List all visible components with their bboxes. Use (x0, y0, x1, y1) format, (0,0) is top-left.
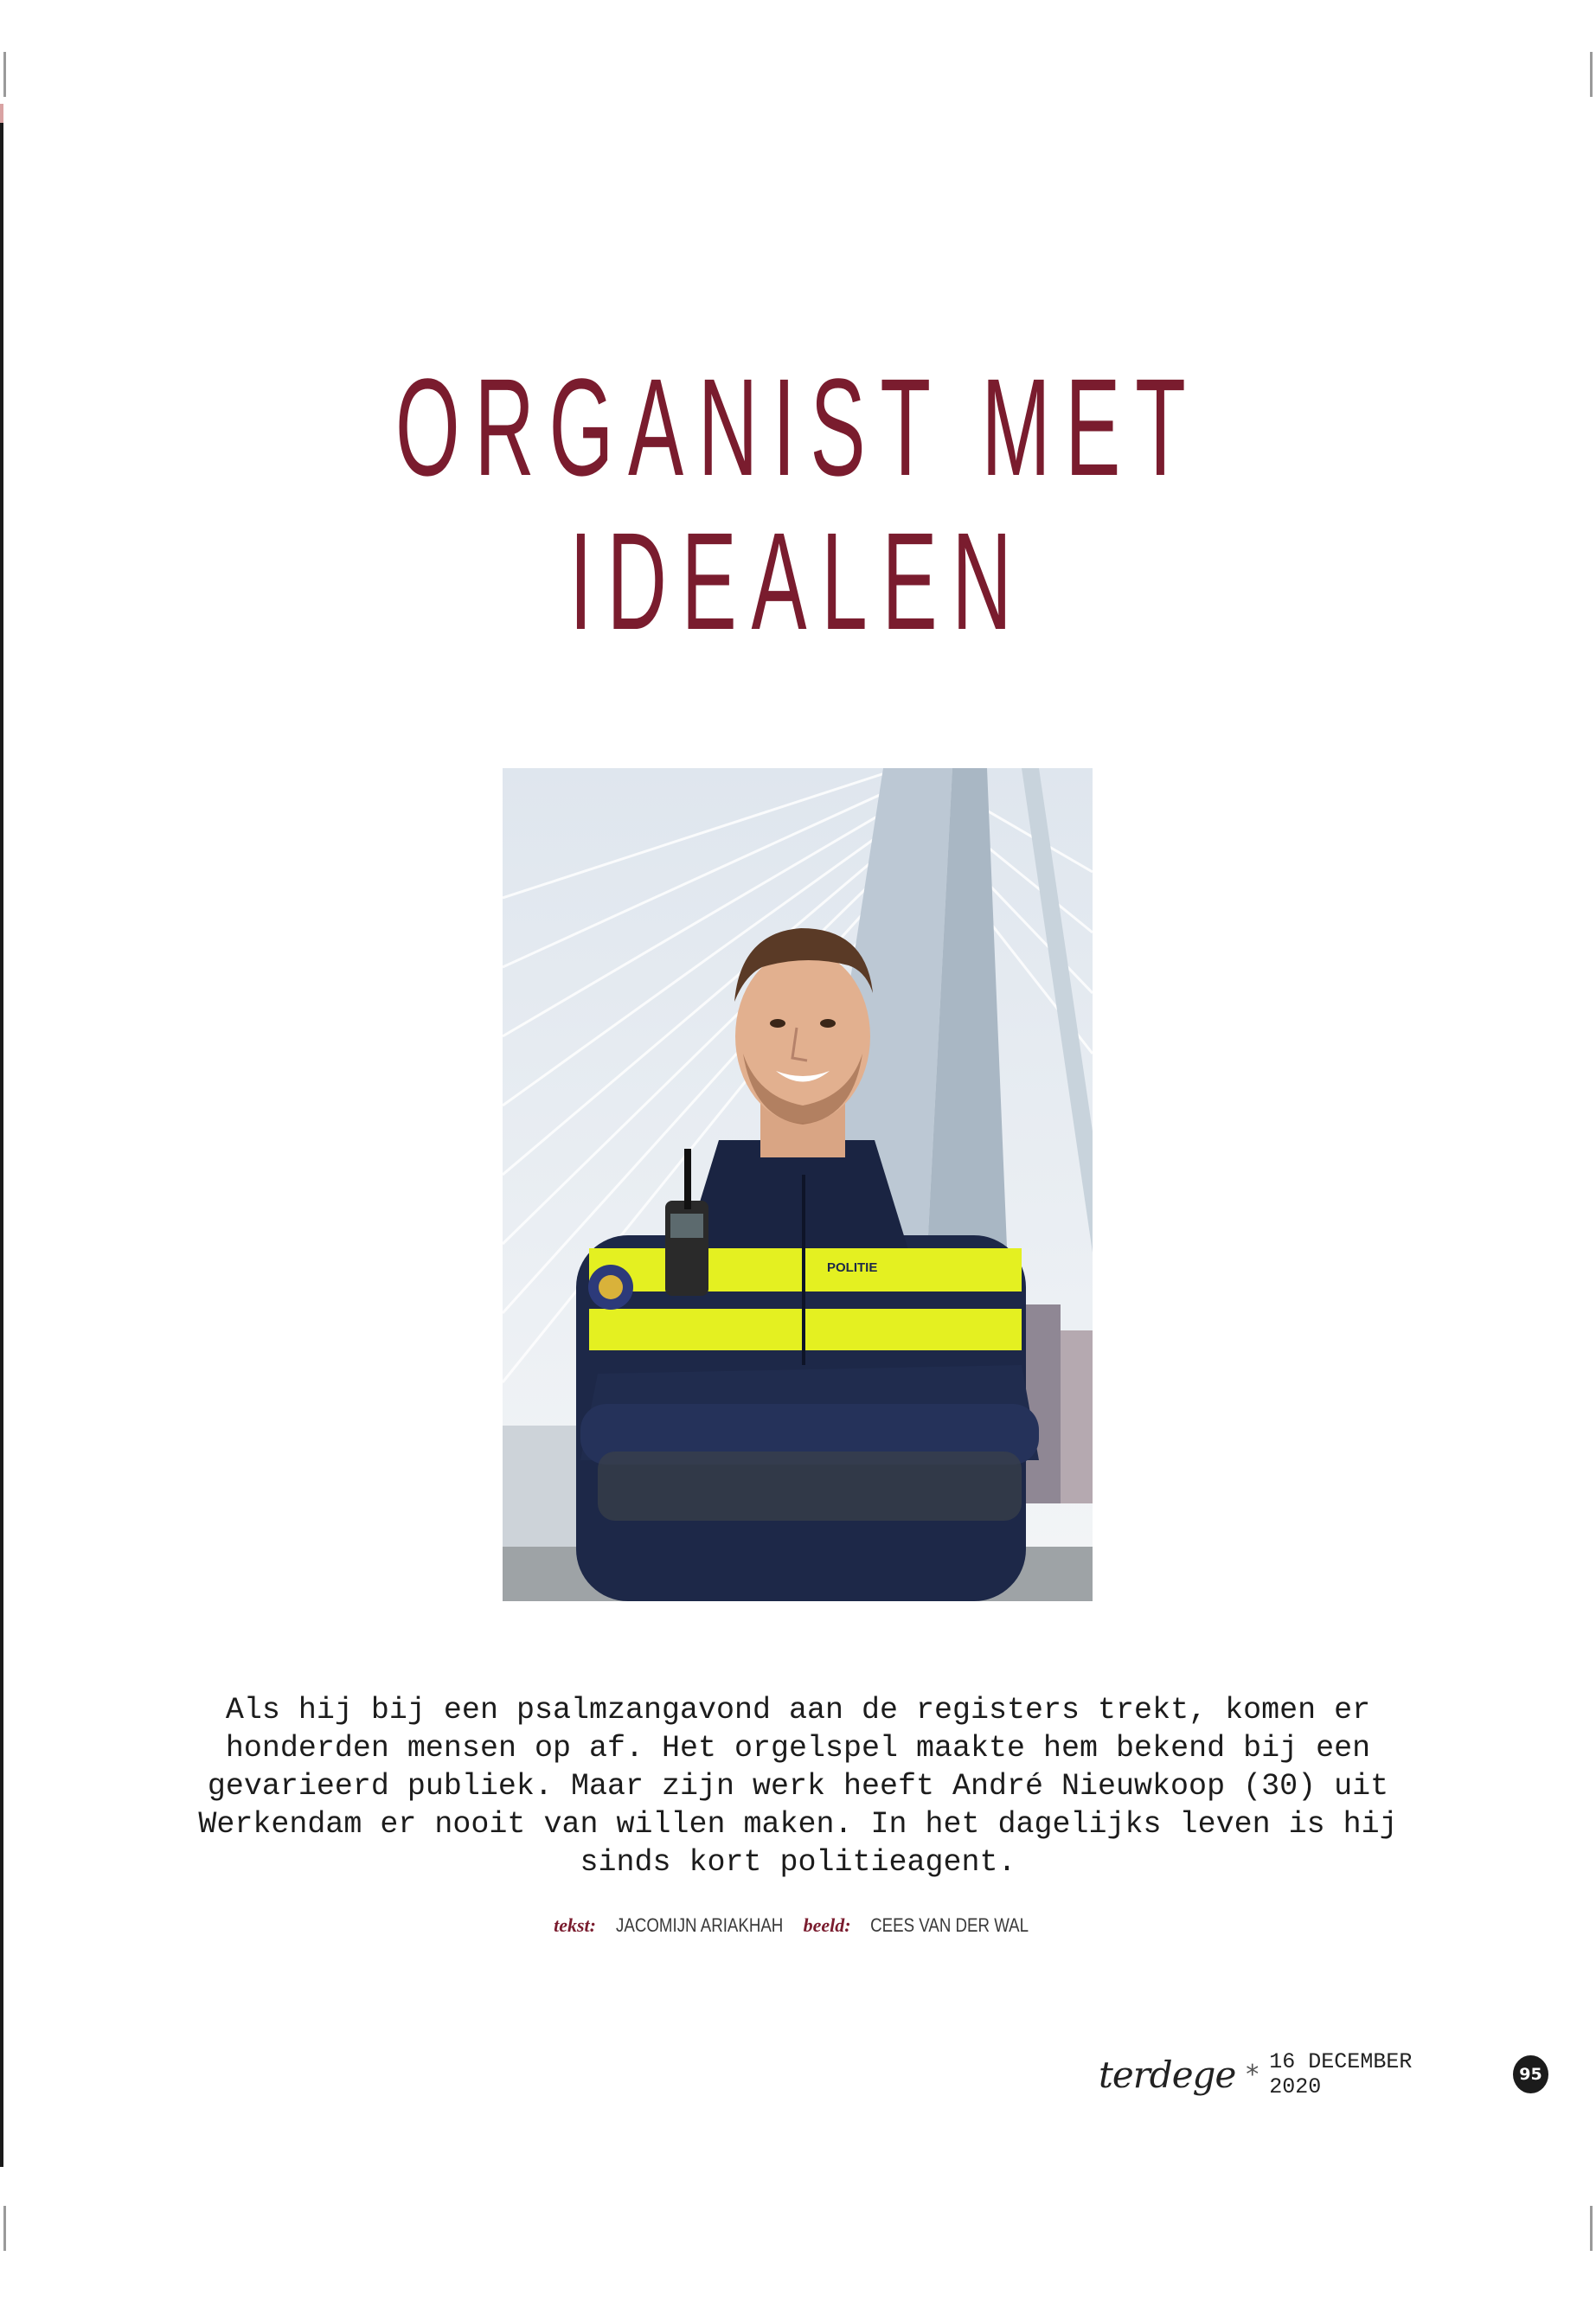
uniform-label: POLITIE (827, 1260, 878, 1275)
page-edge-accent (0, 104, 3, 123)
text-author: JACOMIJN ARIAKHAH (616, 1914, 784, 1936)
page-footer (1099, 2048, 1548, 2100)
crop-mark (3, 52, 6, 97)
article-intro: Als hij bij een psalmzangavond aan de registers trekt, komen er honderden mensen op af. Het orgelspel maakte hem bekend bij een gevarieerd publiek. Maar zijn werk heeft André Nieuwkoop (30) uit Werkendam er nooit van willen maken. In het dagelijks leven is hij sinds kort politieagent. (198, 1693, 1398, 1880)
title-line: ORGANIST MET (395, 349, 1201, 504)
title-line: IDEALEN (569, 503, 1027, 658)
crop-mark (1590, 52, 1593, 97)
magazine-logo: terdege (1099, 2053, 1236, 2096)
portrait-photo (503, 768, 1093, 1601)
page-number: 95 (1513, 2055, 1548, 2093)
image-author: CEES VAN DER WAL (869, 1914, 1029, 1936)
article-title (319, 350, 1277, 658)
text-credit-label: tekst: (554, 1914, 596, 1936)
crop-mark (1590, 2206, 1593, 2251)
asterisk-icon: * (1246, 2059, 1259, 2090)
page-edge-rule (0, 104, 3, 2167)
crop-mark (3, 2206, 6, 2251)
image-credit-label: beeld: (803, 1914, 851, 1936)
issue-date: 16 DECEMBER 2020 (1269, 2049, 1413, 2099)
article-credits (0, 1914, 1596, 1937)
